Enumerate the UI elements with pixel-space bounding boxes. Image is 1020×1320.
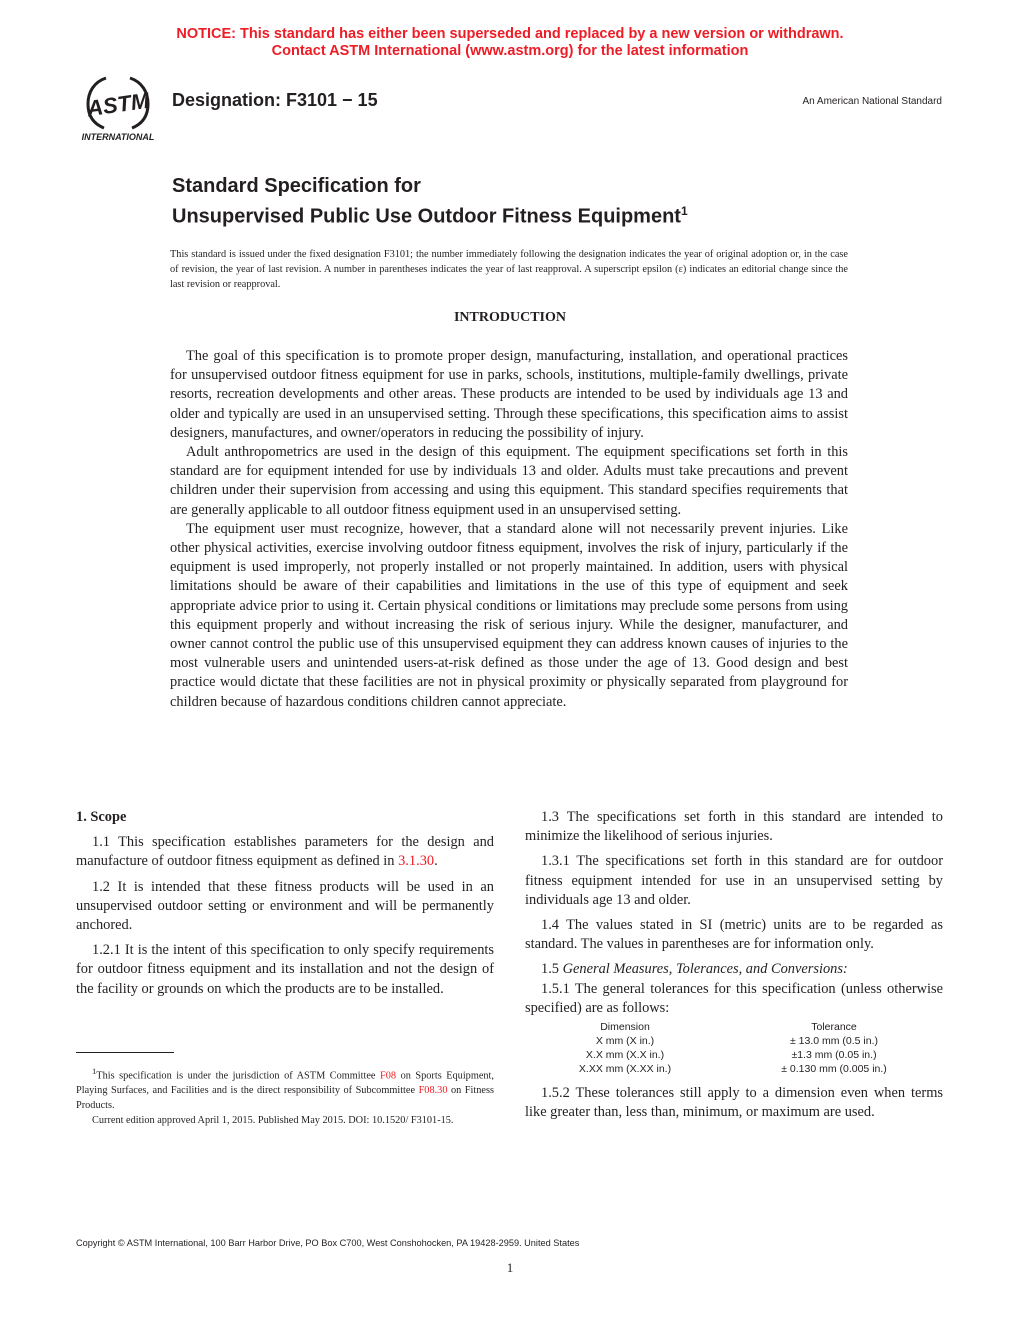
intro-paragraph-3: The equipment user must recognize, however, that a standard alone will not necessarily prevent injuries. Like other physical activities, exercise involving outdoor fitness equipment, involves the risk of injury, particularly if the equipment is used improperly, not properly installed or not properly maintained. In addition, users with physical limitations should be aware of their capabilities and limitations in the use of this type of equipment and seek appropriate advice prior to using it. Certain physical conditions or limitations may preclude some persons from using this equipment properly and without increasing the risk of serious injury. While the designer, manufacturer, and owner cannot control the public use of this unsupervised equipment they can address known causes of injuries to the most vulnerable users and unintended users-at-risk defined as those under the age of 13. Good design and best practice would dictate that these facilities are not in physical proximity or physically separated from playground for children because of hazardous conditions children cannot appreciate.: [170, 520, 848, 710]
tolerance-header: Tolerance: [811, 1021, 857, 1034]
scope-1-5-number: 1.5: [541, 961, 559, 978]
subcommittee-f08-30-link[interactable]: F08.30: [418, 1085, 448, 1097]
title-footnote-mark[interactable]: 1: [680, 204, 688, 218]
logo-text: ASTM: [85, 87, 151, 122]
scope-1-1-text: 1.1 This specification establishes parameters for the design and manufacture of outdoor fitness equipment as defined in: [76, 834, 494, 870]
table-row: [525, 1048, 943, 1062]
scope-1-5-2: 1.5.2 These tolerances still apply to a dimension even when terms like greater than, less than, minimum, or maximum are used.: [525, 1085, 943, 1121]
footnote-1: [76, 1064, 494, 1113]
scope-1-3: 1.3 The specifications set forth in this standard are intended to minimize the likelihood of serious injuries.: [525, 809, 943, 845]
footnote-mark: 1: [92, 1066, 97, 1076]
tolerance-table: [525, 1020, 943, 1076]
left-column: [76, 808, 494, 1005]
page-number: 1: [506, 1260, 514, 1275]
right-column: [525, 808, 943, 1128]
tolerance-table-header: [525, 1020, 943, 1034]
tolerance-cell: ±1.3 mm (0.05 in.): [791, 1049, 877, 1062]
footnotes: [76, 1064, 494, 1128]
intro-paragraph-2: Adult anthropometrics are used in the design of this equipment. The equipment specifications set forth in this standard are for equipment intended for use by individuals 13 and older. Adults must take precautions and prevent children under their supervision from accessing and using this equipment. This standard specifies requirements that are generally applicable to all outdoor fitness equipment used in an unsupervised setting.: [170, 444, 848, 518]
title-line-2-text: Unsupervised Public Use Outdoor Fitness Equipment: [172, 205, 681, 228]
table-row: [525, 1062, 943, 1076]
scope-1-2: 1.2 It is intended that these fitness products will be used in an unsupervised outdoor setting or environment and will be permanently anchored.: [76, 878, 494, 934]
notice-line-1: NOTICE: This standard has either been superseded and replaced by a new version or withdrawn.: [176, 26, 844, 42]
edition-note: Current edition approved April 1, 2015. Published May 2015. DOI: 10.1520/ F3101-15.: [92, 1115, 454, 1127]
withdrawal-notice: [0, 26, 1020, 60]
title-line-2: [172, 199, 688, 230]
footnote-divider: [76, 1052, 174, 1053]
section-3-1-30-link[interactable]: 3.1.30: [398, 853, 435, 870]
notice-line-2: Contact ASTM International (www.astm.org) for the latest information: [271, 43, 749, 59]
table-row: [525, 1034, 943, 1048]
scope-1-4: 1.4 The values stated in SI (metric) units are to be regarded as standard. The values in parentheses are for information only.: [525, 917, 943, 953]
logo-subtext: INTERNATIONAL: [81, 132, 155, 142]
designation: Designation: F3101 − 15: [172, 90, 378, 110]
scope-1-3-1: 1.3.1 The specifications set forth in this standard are for outdoor fitness equipment intended for use in an unsupervised setting by individuals age 13 and older.: [525, 853, 943, 908]
footnote-text-b: on Sports Equipment, Playing Surfaces, and Facilities and is the direct responsibility of Subcommittee: [76, 1070, 494, 1097]
astm-logo: [76, 72, 160, 144]
dimension-header: Dimension: [600, 1021, 650, 1034]
introduction-body: [170, 347, 848, 712]
dimension-cell: X mm (X in.): [595, 1035, 655, 1048]
copyright-line: Copyright © ASTM International, 100 Barr Harbor Drive, PO Box C700, West Conshohocken, PA 19428-2959. United States: [76, 1238, 580, 1248]
document-title: [172, 174, 688, 230]
dimension-cell: X.XX mm (X.XX in.): [578, 1063, 672, 1076]
tolerance-cell: ± 0.130 mm (0.005 in.): [781, 1063, 887, 1076]
title-line-1: Standard Specification for: [172, 175, 421, 197]
scope-1-5: [525, 960, 943, 979]
scope-1-2-1: 1.2.1 It is the intent of this specification to only specify requirements for outdoor fitness equipment and its installation and not the design of the facility or grounds on which the products are to be installed.: [76, 942, 494, 997]
dimension-cell: X.X mm (X.X in.): [585, 1049, 665, 1062]
scope-heading: 1. Scope: [76, 809, 127, 825]
tolerance-cell: ± 13.0 mm (0.5 in.): [789, 1035, 879, 1048]
introduction-heading: INTRODUCTION: [453, 310, 566, 325]
scope-1-5-title: General Measures, Tolerances, and Conversions:: [562, 961, 848, 978]
footnote-text-a: This specification is under the jurisdiction of ASTM Committee: [96, 1070, 376, 1082]
footnote-text-c: on Fitness Products.: [76, 1085, 494, 1112]
committee-f08-link[interactable]: F08: [380, 1070, 397, 1082]
american-national-standard-label: An American National Standard: [802, 96, 942, 107]
scope-1-1: 1.1 This specification establishes parameters for the design and manufacture of outdoor fitness equipment as defined in 3.1.30.: [76, 834, 494, 870]
intro-paragraph-1: The goal of this specification is to promote proper design, manufacturing, installation, and operational practices for unsupervised outdoor fitness equipment for use in parks, schools, institutions, multiple-family dwellings, private resorts, recreation developments and other areas. These products are intended to be used by individuals age 13 and older and typically are used in an unsupervised setting. Through these specifications, this specification aims to assist designers, manufactures, and owner/operators in reducing the possibility of injury.: [170, 348, 848, 441]
scope-1-5-1: 1.5.1 The general tolerances for this specification (unless otherwise specified) are as follows:: [525, 980, 943, 1016]
issuance-note: This standard is issued under the fixed designation F3101; the number immediately following the designation indicates the year of original adoption or, in the case of revision, the year of last revision. A number in parentheses indicates the year of last reapproval. A superscript epsilon (ε) indicates an editorial change since the last revision or reapproval.: [170, 249, 848, 290]
